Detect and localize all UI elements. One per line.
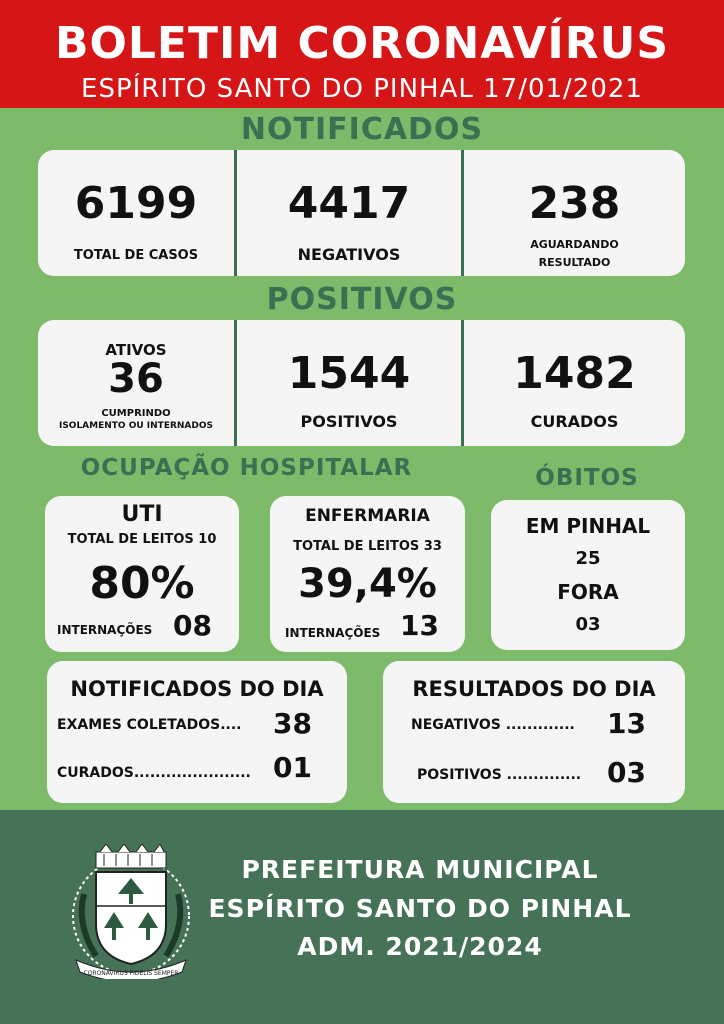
curados-box — [464, 320, 685, 446]
exames-coletados-value: 38 — [273, 707, 312, 740]
obitos-fora-label: FORA — [557, 580, 619, 604]
negativos-value: 4417 — [287, 178, 411, 229]
uti-title: UTI — [121, 502, 163, 527]
obitos-title: ÓBITOS — [535, 465, 639, 491]
resultados-dia-title: RESULTADOS DO DIA — [412, 677, 656, 701]
ativos-note-2: ISOLAMENTO OU INTERNADOS — [58, 421, 214, 431]
ativos-value: 36 — [108, 356, 164, 402]
obitos-fora-value: 03 — [575, 614, 601, 635]
municipal-coat-of-arms-icon — [66, 844, 196, 979]
resultados-negativos-value: 13 — [607, 707, 646, 740]
notificados-title: NOTIFICADOS — [240, 112, 484, 147]
negativos-label: NEGATIVOS — [297, 245, 401, 264]
uti-percent: 80% — [89, 558, 195, 609]
positivos-value: 1544 — [287, 348, 411, 399]
enfermaria-internacoes-value: 13 — [400, 609, 439, 642]
notificados-dia-card — [47, 661, 347, 803]
curados-label: CURADOS — [530, 412, 619, 431]
curados-value: 1482 — [513, 348, 636, 399]
footer-banner — [0, 810, 724, 1024]
bulletin-title: BOLETIM CORONAVÍRUS — [54, 18, 670, 69]
positivos-title: POSITIVOS — [266, 282, 458, 317]
ativos-box — [38, 320, 234, 446]
aguardando-box — [464, 150, 685, 276]
enfermaria-title: ENFERMARIA — [305, 506, 430, 526]
footer-line-3: ADM. 2021/2024 — [297, 932, 543, 961]
obitos-card — [491, 500, 685, 650]
uti-card — [45, 496, 239, 652]
uti-internacoes-value: 08 — [173, 609, 212, 642]
curados-dia-label: CURADOS...................... — [57, 765, 251, 781]
footer-line-2: ESPÍRITO SANTO DO PINHAL — [208, 894, 632, 923]
uti-internacoes-label: INTERNAÇÕES — [57, 623, 153, 637]
curados-dia-value: 01 — [273, 751, 312, 784]
aguardando-label-1: AGUARDANDO — [530, 238, 619, 251]
aguardando-value: 238 — [528, 178, 621, 229]
exames-coletados-label: EXAMES COLETADOS.... — [57, 717, 242, 733]
bulletin-subtitle: ESPÍRITO SANTO DO PINHAL 17/01/2021 — [81, 74, 643, 104]
obitos-pinhal-label: EM PINHAL — [525, 514, 651, 538]
footer-line-1: PREFEITURA MUNICIPAL — [241, 855, 599, 884]
resultados-dia-card — [383, 661, 685, 803]
notificados-dia-title: NOTIFICADOS DO DIA — [70, 677, 324, 701]
enfermaria-internacoes-label: INTERNAÇÕES — [285, 626, 381, 640]
ativos-label: ATIVOS — [105, 341, 167, 359]
uti-leitos: TOTAL DE LEITOS 10 — [67, 532, 217, 547]
enfermaria-leitos: TOTAL DE LEITOS 33 — [293, 539, 442, 554]
resultados-positivos-label: POSITIVOS .............. — [417, 767, 582, 783]
resultados-negativos-label: NEGATIVOS ............. — [411, 717, 575, 733]
header-banner — [0, 0, 724, 108]
obitos-pinhal-value: 25 — [575, 548, 601, 569]
positivos-box — [237, 320, 461, 446]
negativos-box — [237, 150, 461, 276]
ocupacao-title: OCUPAÇÃO HOSPITALAR — [80, 455, 413, 481]
positivos-label: POSITIVOS — [300, 412, 398, 431]
total-casos-box — [38, 150, 234, 276]
resultados-positivos-value: 03 — [607, 756, 646, 789]
total-casos-value: 6199 — [74, 178, 198, 229]
aguardando-label-2: RESULTADO — [538, 256, 611, 269]
enfermaria-percent: 39,4% — [298, 561, 437, 607]
enfermaria-card — [270, 496, 465, 652]
ativos-note-1: CUMPRINDO — [101, 408, 171, 419]
total-casos-label: TOTAL DE CASOS — [73, 248, 199, 263]
svg-text:CORONAVIRUS FIDELIS SEMPER: CORONAVIRUS FIDELIS SEMPER — [83, 970, 179, 977]
